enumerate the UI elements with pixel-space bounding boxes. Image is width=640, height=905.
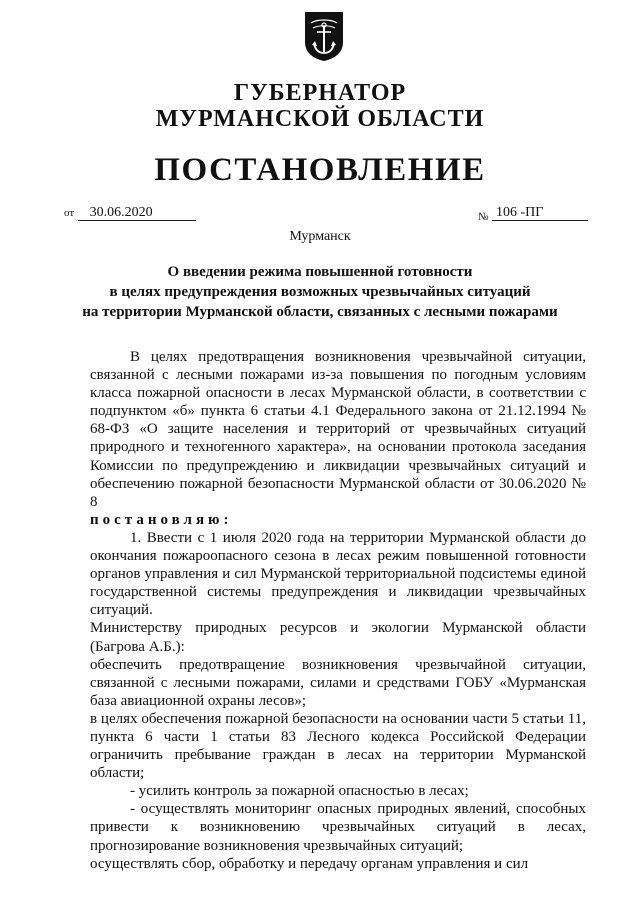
bullet-2-paragraph: - осуществлять мониторинг опасных природных явлений, способных привести к возникновению чрезвычайных ситуаций в лесах, прогнозирование возникновения чрезвычайных ситуаций; [90, 801, 586, 854]
issue-city: Мурманск [289, 229, 351, 244]
document-date [64, 205, 196, 221]
subject-line2: в целях предупреждения возможных чрезвычайных ситуаций [109, 284, 531, 300]
murmansk-coat-of-arms-icon [303, 10, 345, 62]
date-value: 30.06.2020 [78, 206, 196, 221]
document-body [90, 348, 586, 873]
subject-line1: О введении режима повышенной готовности [167, 264, 473, 280]
item-1-paragraph: 1. Ввести с 1 июля 2020 года на территории Мурманской области до окончания пожароопасного сезона в лесах режим повышенной готовности органов управления и сил Мурманской территориальной подсистемы единой государственной системы предупреждения и ликвидации чрезвычайных ситуаций. [90, 529, 586, 619]
authority-title-line2: МУРМАНСКОЙ ОБЛАСТИ [155, 106, 485, 132]
number-label: № [478, 211, 489, 223]
preamble-paragraph: В целях предотвращения возникновения чрезвычайной ситуации, связанной с лесными пожарами из-за повышения по погодным условиям класса пожарной опасности в лесах Мурманской области, в соответствии с подпунктом «б» пункта 6 статьи 4.1 Федерального закона от 21.12.1994 № 68-ФЗ «О защите населения и территорий от чрезвычайных ситуаций природного и техногенного характера», на основании протокола заседания Комиссии по предупреждению и ликвидации чрезвычайных ситуаций и обеспечению пожарной безопасности Мурманской области от 30.06.2020 № 8 [90, 349, 586, 510]
document-subject [80, 262, 560, 322]
ministry-paragraph: Министерству природных ресурсов и экологии Мурманской области (Багрова А.Б.): [90, 620, 586, 655]
task-3-paragraph: осуществлять сбор, обработку и передачу органам управления и сил [90, 855, 529, 872]
task-2-paragraph: в целях обеспечения пожарной безопасности на основании части 5 статьи 11, пункта 6 части 1 статьи 83 Лесного кодекса Российской Федерации ограничить пребывание граждан в лесах на территории Мурманской области; [90, 710, 586, 782]
document-number [478, 205, 588, 223]
resolve-word: постановляю: [90, 511, 233, 528]
document-type-title: ПОСТАНОВЛЕНИЕ [154, 152, 486, 188]
date-label: от [64, 207, 75, 219]
task-1-paragraph: обеспечить предотвращение возникновения чрезвычайной ситуации, связанной с лесными пожарами, силами и средствами ГОБУ «Мурманская база авиационной охраны лесов»; [90, 656, 586, 709]
authority-title-line1: ГУБЕРНАТОР [233, 80, 407, 106]
number-value: 106 -ПГ [492, 206, 588, 221]
bullet-1-paragraph: - усилить контроль за пожарной опасностью в лесах; [130, 783, 469, 800]
subject-line3: на территории Мурманской области, связанных с лесными пожарами [82, 304, 558, 320]
